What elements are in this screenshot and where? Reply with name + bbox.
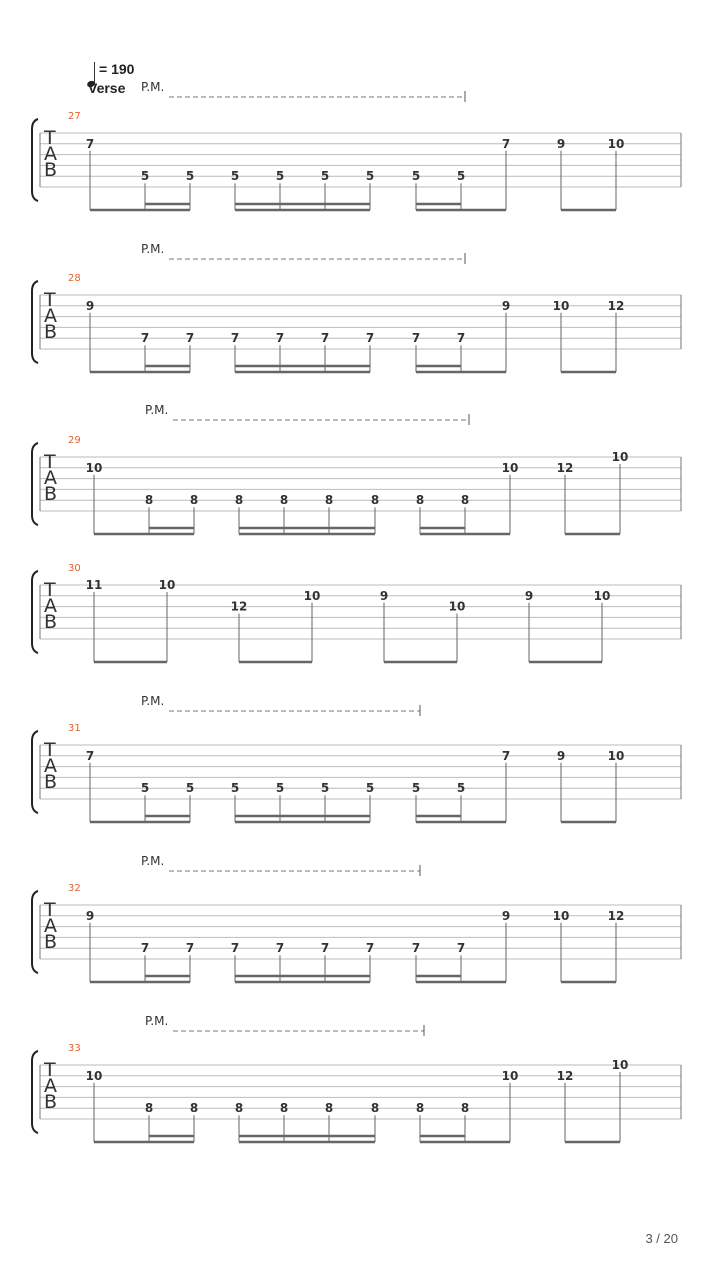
tab-clef-letter: T — [44, 579, 56, 601]
fret-number: 10 — [158, 578, 176, 592]
palm-mute-label: P.M. — [141, 242, 165, 256]
tab-clef-letter: A — [44, 1075, 57, 1097]
tab-clef-letter: B — [44, 321, 58, 343]
fret-number: 10 — [85, 460, 103, 475]
staff-bracket — [32, 731, 38, 813]
fret-number: 10 — [607, 136, 625, 151]
tab-clef-letter: T — [44, 289, 56, 311]
fret-number: 12 — [607, 908, 625, 923]
fret-number: 5 — [411, 781, 421, 796]
fret-number: 5 — [320, 781, 330, 796]
fret-number: 7 — [501, 748, 511, 763]
tab-clef-letter: A — [44, 143, 57, 165]
tab-clef-letter: A — [44, 595, 57, 617]
fret-number: 7 — [140, 941, 150, 956]
fret-number: 8 — [370, 493, 380, 508]
fret-number: 7 — [85, 748, 95, 763]
staff-bracket — [32, 891, 38, 973]
fret-number: 7 — [275, 331, 285, 346]
measure-number: 32 — [68, 883, 81, 894]
fret-number: 8 — [189, 493, 199, 508]
fret-number: 10 — [552, 908, 570, 923]
tab-system-27 — [32, 80, 681, 210]
fret-number: 7 — [320, 331, 330, 346]
fret-number: 5 — [320, 169, 330, 184]
palm-mute-label: P.M. — [141, 694, 165, 708]
staff-bracket — [32, 1051, 38, 1133]
tab-clef-letter: B — [44, 611, 58, 633]
fret-number: 10 — [85, 1068, 103, 1083]
fret-number: 5 — [185, 169, 195, 184]
fret-number: 8 — [279, 1101, 289, 1116]
tab-system-29 — [32, 403, 681, 534]
measure-number: 30 — [68, 563, 81, 574]
tab-clef-letter: T — [44, 451, 56, 473]
fret-number: 10 — [607, 748, 625, 763]
fret-number: 10 — [552, 298, 570, 313]
fret-number: 8 — [460, 1101, 470, 1116]
tab-clef-letter: T — [44, 1059, 56, 1081]
fret-number: 9 — [524, 588, 534, 603]
tab-system-30 — [32, 563, 681, 662]
fret-number: 10 — [448, 599, 466, 614]
fret-number: 7 — [411, 941, 421, 956]
fret-number: 9 — [556, 748, 566, 763]
fret-number: 12 — [556, 1068, 574, 1083]
fret-number: 8 — [234, 493, 244, 508]
tab-clef-letter: T — [44, 739, 56, 761]
palm-mute-label: P.M. — [141, 854, 165, 868]
fret-number: 12 — [230, 599, 248, 614]
tab-clef-letter: B — [44, 159, 58, 181]
fret-number: 7 — [411, 331, 421, 346]
tempo-marking: = 190 — [99, 61, 135, 77]
fret-number: 7 — [85, 136, 95, 151]
fret-number: 8 — [415, 1101, 425, 1116]
fret-number: 9 — [85, 908, 95, 923]
fret-number: 5 — [140, 781, 150, 796]
fret-number: 10 — [501, 1068, 519, 1083]
fret-number: 5 — [275, 781, 285, 796]
fret-number: 11 — [85, 578, 103, 592]
fret-number: 9 — [85, 298, 95, 313]
fret-number: 8 — [324, 493, 334, 508]
tab-system-33 — [32, 1014, 681, 1142]
fret-number: 8 — [144, 493, 154, 508]
fret-number: 8 — [370, 1101, 380, 1116]
fret-number: 7 — [275, 941, 285, 956]
measure-number: 28 — [68, 273, 81, 284]
fret-number: 7 — [365, 331, 375, 346]
fret-number: 10 — [611, 450, 629, 464]
fret-number: 7 — [230, 941, 240, 956]
fret-number: 8 — [144, 1101, 154, 1116]
fret-number: 8 — [189, 1101, 199, 1116]
fret-number: 5 — [275, 169, 285, 184]
fret-number: 12 — [556, 460, 574, 475]
fret-number: 10 — [611, 1058, 629, 1072]
fret-number: 5 — [365, 781, 375, 796]
fret-number: 12 — [607, 298, 625, 313]
fret-number: 5 — [185, 781, 195, 796]
fret-number: 10 — [593, 588, 611, 603]
tab-clef-letter: A — [44, 305, 57, 327]
tab-system-28 — [32, 242, 681, 372]
page-number: 3 / 20 — [645, 1231, 678, 1246]
tab-clef-letter: A — [44, 467, 57, 489]
tab-clef-letter: T — [44, 899, 56, 921]
fret-number: 7 — [365, 941, 375, 956]
measure-number: 31 — [68, 723, 81, 734]
fret-number: 5 — [140, 169, 150, 184]
fret-number: 7 — [140, 331, 150, 346]
fret-number: 5 — [230, 781, 240, 796]
staff-bracket — [32, 571, 38, 653]
staff-bracket — [32, 281, 38, 363]
tab-clef-letter: A — [44, 755, 57, 777]
fret-number: 7 — [320, 941, 330, 956]
fret-number: 8 — [460, 493, 470, 508]
measure-number: 33 — [68, 1043, 81, 1054]
fret-number: 8 — [324, 1101, 334, 1116]
fret-number: 7 — [185, 331, 195, 346]
fret-number: 10 — [303, 588, 321, 603]
fret-number: 5 — [411, 169, 421, 184]
tab-system-31 — [32, 694, 681, 822]
section-label: Verse — [88, 80, 126, 96]
fret-number: 10 — [501, 460, 519, 475]
fret-number: 8 — [279, 493, 289, 508]
fret-number: 9 — [379, 588, 389, 603]
tab-clef-letter: B — [44, 931, 58, 953]
tab-system-32 — [32, 854, 681, 982]
fret-number: 8 — [234, 1101, 244, 1116]
tab-clef-letter: A — [44, 915, 57, 937]
fret-number: 7 — [185, 941, 195, 956]
fret-number: 5 — [230, 169, 240, 184]
fret-number: 5 — [365, 169, 375, 184]
measure-number: 27 — [68, 111, 81, 122]
palm-mute-label: P.M. — [145, 403, 169, 417]
staff-bracket — [32, 443, 38, 525]
fret-number: 7 — [501, 136, 511, 151]
palm-mute-label: P.M. — [141, 80, 165, 94]
fret-number: 7 — [230, 331, 240, 346]
tab-clef-letter: B — [44, 771, 58, 793]
fret-number: 5 — [456, 781, 466, 796]
tab-clef-letter: T — [44, 127, 56, 149]
fret-number: 7 — [456, 331, 466, 346]
fret-number: 9 — [501, 908, 511, 923]
staff-bracket — [32, 119, 38, 201]
fret-number: 5 — [456, 169, 466, 184]
fret-number: 7 — [456, 941, 466, 956]
palm-mute-label: P.M. — [145, 1014, 169, 1028]
fret-number: 9 — [556, 136, 566, 151]
tab-clef-letter: B — [44, 1091, 58, 1113]
fret-number: 8 — [415, 493, 425, 508]
fret-number: 9 — [501, 298, 511, 313]
tab-clef-letter: B — [44, 483, 58, 505]
measure-number: 29 — [68, 435, 81, 446]
